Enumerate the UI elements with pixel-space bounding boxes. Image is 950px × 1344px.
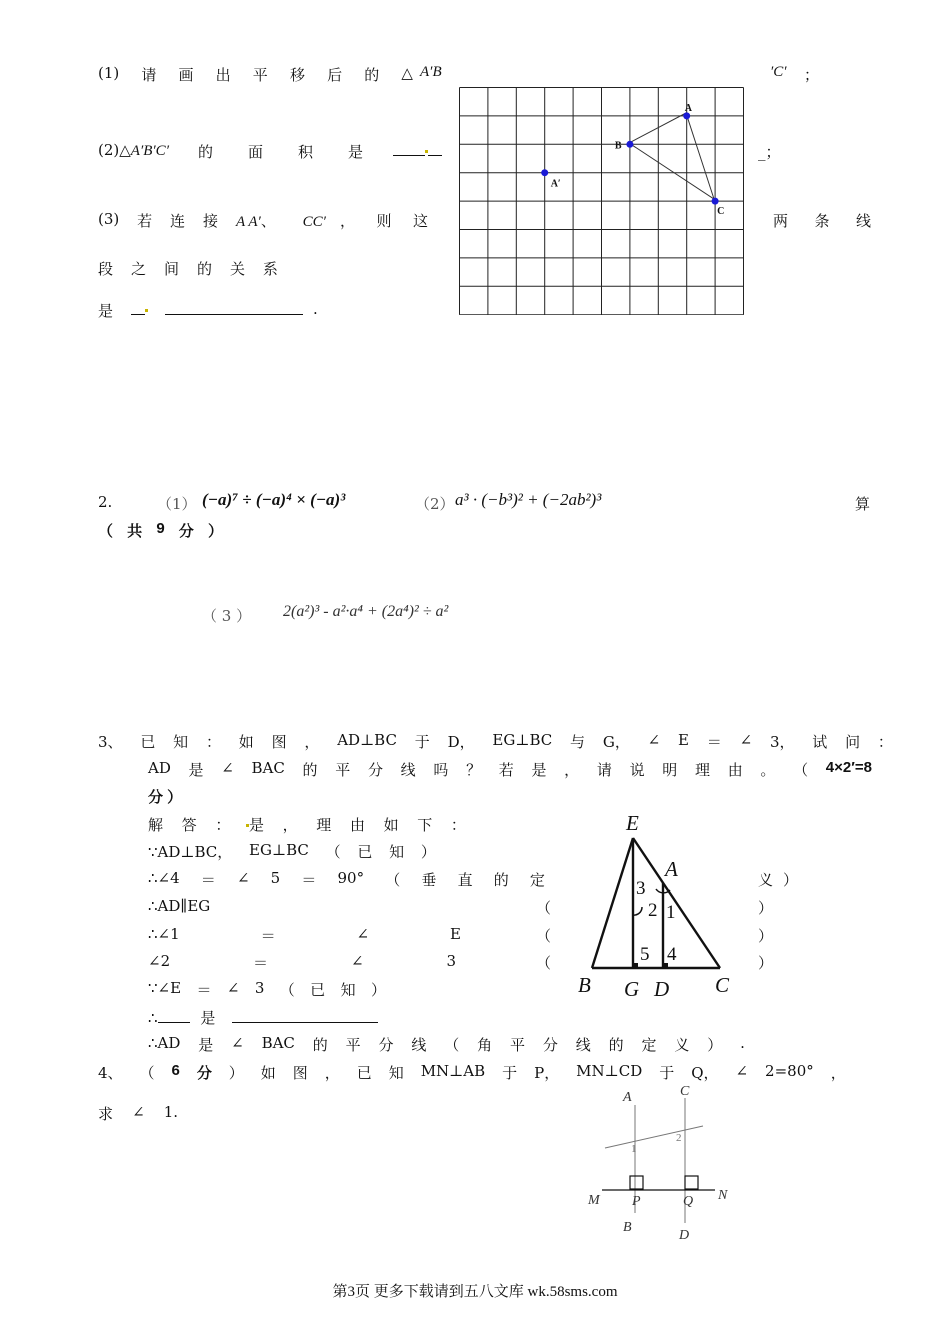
q2-part3-label: （ 3 ）: [202, 607, 252, 625]
reason-blank-2-close: ）: [758, 927, 774, 945]
q3-step4: ∴∠1 ＝ ∠ E: [148, 925, 461, 945]
q3-step2: ∴∠4 ＝ ∠ 5 ＝ 90° （ 垂 直 的 定: [148, 869, 545, 889]
q2-right-char: 算: [855, 495, 871, 513]
q1-line2-prefix: (2)△A′B′C′: [98, 141, 169, 159]
fig4-label-n: N: [718, 1188, 728, 1203]
q3-line2: AD 是 ∠ BAC 的 平 分 线 吗 ？ 若 是 ， 请 说 明 理 由 。 （ 4×2′=8: [148, 759, 872, 779]
fig4-label-a: A: [623, 1090, 632, 1105]
q1-triangle-c: ′C′: [770, 64, 787, 80]
grid-lines: [460, 88, 744, 315]
angle-mark-e: [633, 907, 642, 915]
reason-blank-3-close: ）: [758, 954, 774, 972]
q2-part1-label: （1）: [157, 495, 197, 513]
q1-line1: (1) 请 画 出 平 移 后 的 △: [98, 64, 413, 84]
q3-mark: [246, 824, 249, 827]
q2-points: （ 共 9 分 ）: [98, 520, 223, 540]
fig3-angle-5: 5: [640, 944, 650, 965]
reason-blank-1-open[interactable]: （: [536, 899, 552, 917]
q3-step5: ∠2 ＝ ∠ 3: [148, 952, 456, 972]
q1-line2-end: _；: [758, 143, 781, 161]
fig4-label-q: Q: [683, 1194, 694, 1209]
q1-line3-right: 两 条 线: [773, 212, 871, 230]
q2-number: 2.: [98, 493, 113, 511]
q1-triangle-ab: A′B: [420, 64, 442, 80]
fig4-label-c: C: [680, 1084, 690, 1099]
fig3-label-b: B: [578, 973, 591, 997]
reason-blank-1-close: ）: [758, 899, 774, 917]
q3-step8: ∴AD 是 ∠ BAC 的 平 分 线 （ 角 平 分 线 的 定 义 ） .: [148, 1034, 745, 1054]
fig4-angle-2: 2: [676, 1132, 682, 1144]
q4-line2: 求 ∠ 1.: [98, 1103, 178, 1123]
q1-line3-mid: ， 则 这: [340, 212, 428, 230]
fig3-label-g: G: [624, 977, 640, 1001]
parallel-lines-figure: [580, 1078, 740, 1248]
q3-line1: 3、 已 知 ： 如 图 ， AD⊥BC 于 D， EG⊥BC 与 G， ∠ E ＝ ∠ 3， 试 问 ：: [98, 731, 893, 751]
fig4-label-p: P: [632, 1194, 641, 1209]
triangle-figure: [570, 808, 740, 1003]
grid-point-label: A: [684, 102, 692, 114]
fig4-label-b: B: [623, 1220, 632, 1235]
q4-line1: 4、 （ 6 分 ） 如 图 ， 已 知 MN⊥AB 于 P， MN⊥CD 于 Q， ∠ 2=80° ，: [98, 1062, 846, 1082]
q3-step3: ∴AD∥EG: [148, 897, 211, 915]
q3-answer-heading: 解 答 ： 是 ， 理 由 如 下 ：: [148, 816, 466, 834]
fig4-label-m: M: [588, 1193, 600, 1208]
q2-part1-expr: (−a)⁷ ÷ (−a)⁴ × (−a)³: [202, 490, 346, 509]
q3-step2-right: 义 ）: [758, 871, 798, 889]
fig3-label-e: E: [626, 811, 639, 835]
fig3-label-c: C: [715, 973, 730, 997]
q2-part3-expr: 2(a²)³ - a²·a⁴ + (2a⁴)² ÷ a²: [283, 603, 449, 620]
q1-semicolon: ；: [804, 66, 820, 84]
reason-blank-2-open[interactable]: （: [536, 927, 552, 945]
fig4-angle-1: 1: [631, 1143, 637, 1155]
grid-point-c: [712, 198, 719, 205]
q2-part2-expr: a³ · (−b³)² + (−2ab²)³: [455, 490, 602, 509]
grid-figure: [459, 87, 744, 315]
page-footer: 第3页 更多下载请到五八文库 wk.58sms.com: [332, 1284, 618, 1300]
area-answer-blank[interactable]: [393, 141, 442, 160]
q1-line4: 段 之 间 的 关 系: [98, 260, 278, 278]
reason-blank-3-open[interactable]: （: [536, 954, 552, 972]
q2-part2-label: （2）: [415, 495, 455, 513]
right-angle-q: [685, 1176, 698, 1189]
grid-point-b: [626, 141, 633, 148]
grid-point-label: A′: [550, 178, 561, 190]
conclusion-blank-2[interactable]: [232, 1008, 378, 1023]
transversal: [605, 1126, 703, 1148]
fig3-angle-3: 3: [636, 878, 646, 899]
fig3-label-a: A: [665, 857, 678, 881]
grid-point-label: B: [614, 140, 622, 152]
fig4-label-d: D: [679, 1228, 690, 1243]
q3-step6: ∵∠E ＝ ∠ 3 （ 已 知 ）: [148, 979, 386, 999]
q3-step7: ∴ 是: [148, 1007, 378, 1028]
relation-answer-blank[interactable]: [131, 300, 303, 319]
grid-point-a-prime: [541, 169, 548, 176]
fig3-angle-2: 2: [648, 900, 658, 921]
triangle-abc: [629, 113, 714, 199]
q1-line3-left: (3) 若 连 接: [98, 210, 218, 230]
right-angle-p: [630, 1176, 643, 1189]
q1-line2: 的 面 积 是: [198, 143, 363, 161]
q3-line3: 分 ）: [148, 789, 183, 806]
q1-period: .: [313, 300, 318, 318]
conclusion-blank-1[interactable]: [158, 1008, 190, 1023]
segment-eb: [592, 838, 633, 968]
q1-segments: A A′、 CC′: [236, 212, 326, 230]
fig3-angle-4: 4: [667, 944, 677, 965]
grid-point-label: C: [717, 206, 725, 218]
fig3-label-d: D: [654, 977, 670, 1001]
q3-step1: ∵AD⊥BC， EG⊥BC （ 已 知 ）: [148, 841, 436, 861]
q1-line5: 是: [98, 302, 114, 320]
fig3-angle-1: 1: [666, 902, 676, 923]
right-angle-g: [633, 963, 638, 968]
